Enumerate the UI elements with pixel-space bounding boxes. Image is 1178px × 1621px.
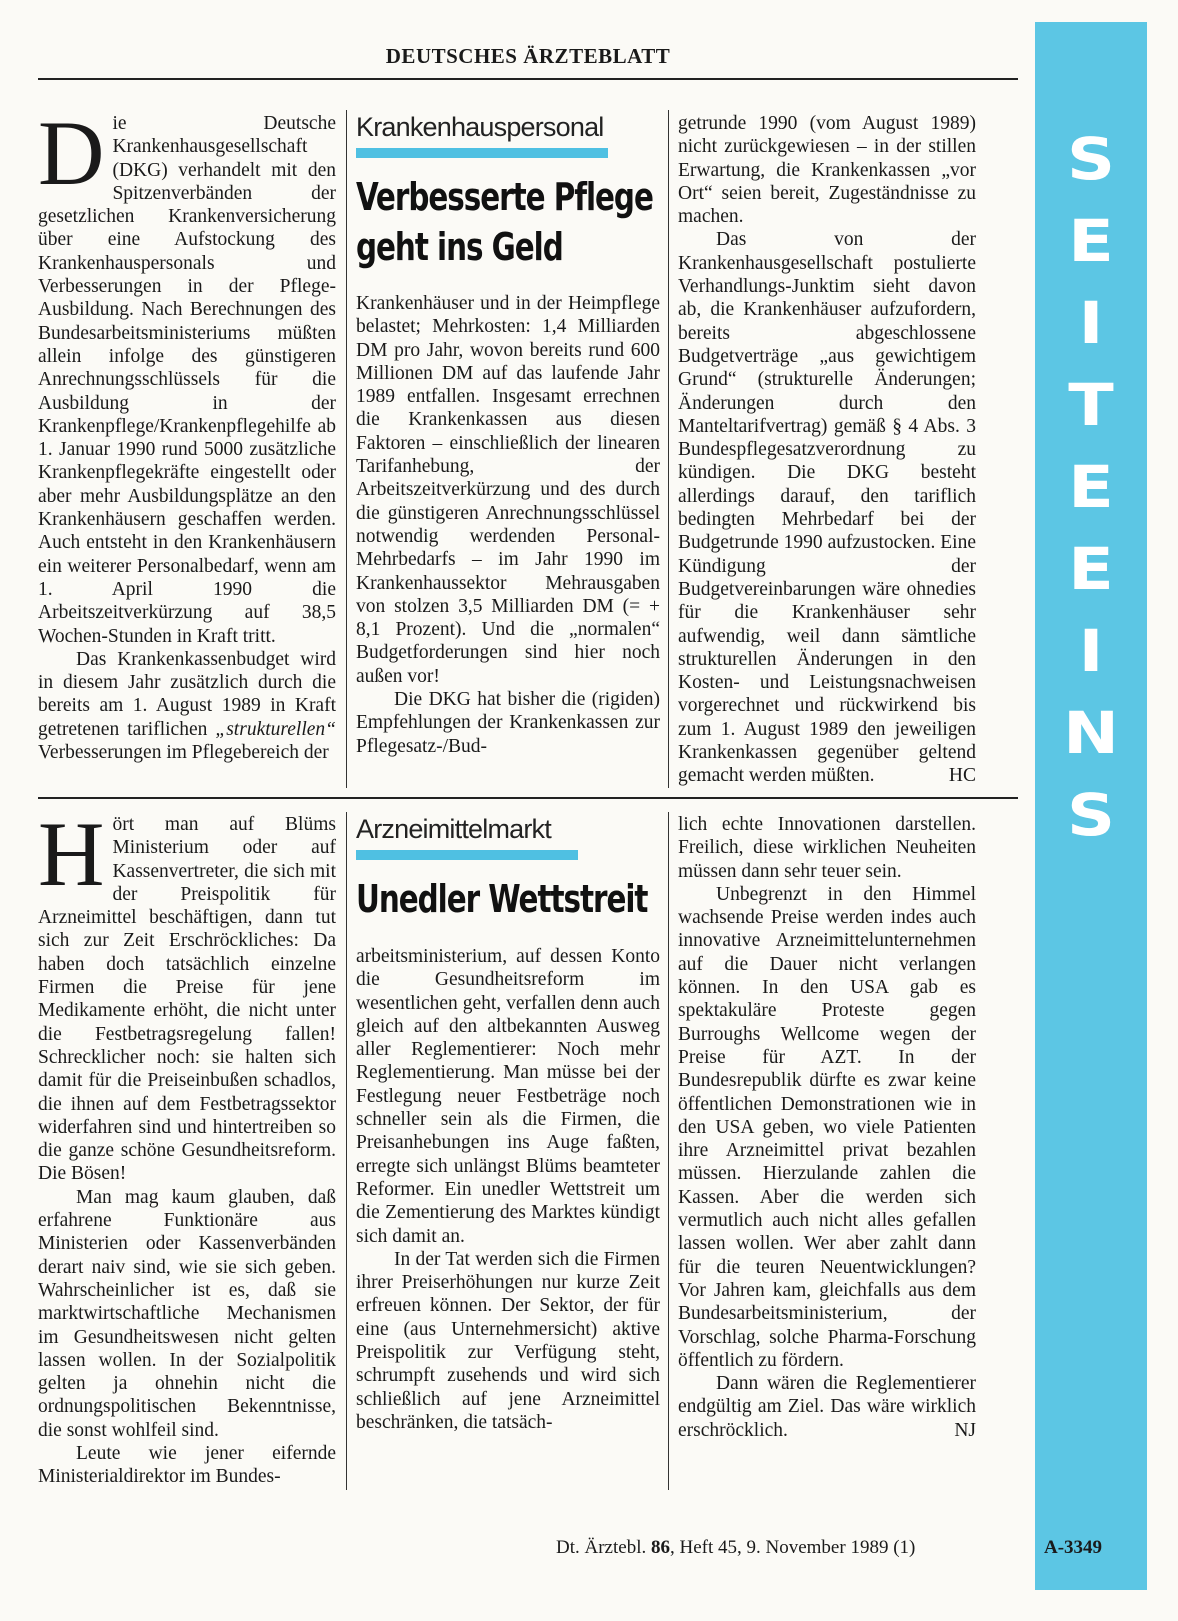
column-divider — [346, 812, 347, 1490]
column-divider — [346, 110, 347, 788]
article1-col3-paragraph2: Das von der Krankenhausgesellschaft postulierte Verhandlungs-Junktim sieht davon ab, die Krankenhäuser aufzufordern, bereits abgeschlossene Budgetverträge „aus gewichtigem Grund“ (strukturelle Änderungen; Änderungen durch den Manteltarifvertrag) gemäß § 4 Abs. 3 Bundespflegesatzverordnung zu kündigen. Die DKG besteht allerdings darauf, den tariflich bedingten Mehrbedarf bei der Budgetrunde 1990 aufzustocken. Eine Kündigung der Budgetvereinbarungen wäre ohnedies für die Krankenhäuser sehr aufwendig, weil dann sämtliche strukturellen Änderungen in den Kosten- und Leistungsnachweisen vorgerechnet und rückwirkend bis zum 1. August 1989 den jeweiligen Krankenkassen gegenüber geltend gemacht werden müßten. — [678, 229, 976, 787]
article2-column1 — [38, 803, 336, 1489]
article2-kicker-bar — [356, 850, 578, 860]
sidebar-letter: S — [1066, 125, 1116, 193]
article2-col3-paragraph3: Dann wären die Reglementierer endgültig am Ziel. Das wäre wirklich erschröcklich. — [678, 1373, 976, 1441]
article2-col1-paragraph3: Leute wie jener eifernde Ministerialdirektor im Bundes- — [38, 1443, 336, 1488]
article1-column3 — [678, 112, 976, 788]
masthead-rule — [38, 78, 1018, 80]
article2-dropcap: H — [38, 803, 105, 905]
column-divider — [668, 812, 669, 1490]
article1-col1-paragraph1: ie Deutsche Krankenhausgesellschaft (DKG) verhandelt mit den Spitzenverbänden der gesetzlichen Krankenversicherung über eine Aufstockung des Krankenhauspersonals und Verbesserungen in der Pflege-Ausbildung. Nach Berechnungen des Bundesarbeitsministeriums müßten allein infolge des günstigeren Anrechnungsschlüssels für die Ausbildung in der Krankenpflege/Krankenpflegehilfe ab 1. Januar 1990 rund 5000 zusätzliche Krankenpflegekräfte eingestellt oder aber mehr Ausbildungsplätze an den Krankenhäusern geschaffen werden. Auch entsteht in den Krankenhäusern ein weiterer Personalbedarf, wenn am 1. April 1990 die Arbeitszeitverkürzung auf 38,5 Wochen-Stunden in Kraft tritt. — [38, 113, 336, 647]
column-divider — [668, 110, 669, 788]
sidebar-letter: S — [1066, 781, 1116, 849]
sidebar-title — [1035, 125, 1147, 868]
footer-journal: Dt. Ärztebl. — [556, 1537, 647, 1558]
article1-signature: HC — [948, 765, 976, 787]
article1-col1-paragraph2b: Verbesserungen im Pflegebereich der — [38, 742, 329, 764]
sidebar-letter: E — [1068, 453, 1114, 521]
article2-col2-paragraph2: In der Tat werden sich die Firmen ihrer Preiserhöhungen nur kurze Zeit erfreuen können. Der Sektor, der für eine (aus Unternehmersicht) aktive Preispolitik zur Verfügung steht, schrumpft zusehends und wird sich schließlich auf jene Arzneimittel beschränken, die tatsäch- — [356, 1248, 660, 1433]
sidebar-letter: I — [1078, 617, 1104, 685]
sidebar-letter: T — [1068, 371, 1114, 439]
article2-column3 — [678, 813, 976, 1442]
article2-heading — [356, 814, 660, 924]
article1-column1 — [38, 102, 336, 764]
article2-column2 — [356, 945, 660, 1434]
article2-signature: NJ — [954, 1419, 976, 1441]
article1-dropcap: D — [38, 102, 105, 204]
article2-col1-paragraph1: ört man auf Blüms Ministerium oder auf Kassenvertreter, die sich mit der Preispolitik für Arzneimittel beschäftigen, dann tut sich zur Zeit Erschröckliches: Da haben doch tatsächlich einzelne Firmen die Preise für jene Medikamente erhöht, die nicht unter die Festbetragsregelung fallen! Schrecklicher noch: sie halten sich damit für die Preiseinbußen schadlos, die ihnen auf dem Festbetragssektor widerfahren sind und hintertreiben so die ganze schöne Gesundheitsreform. Die Bösen! — [38, 814, 336, 1185]
article1-kicker-bar — [356, 148, 608, 158]
article2-kicker: Arzneimittelmarkt — [356, 814, 551, 844]
article2-headline: Unedler Wettstreit — [356, 877, 648, 921]
article1-col1-paragraph2a: Das Krankenkassenbudget wird in diesem Jahr zusätzlich durch die bereits am 1. August 1989 in Kraft getretenen tariflichen — [38, 648, 336, 740]
article1-column2 — [356, 292, 660, 758]
footer-issue: , Heft 45, 9. November 1989 (1) — [669, 1537, 916, 1558]
masthead: DEUTSCHES ÄRZTEBLATT — [385, 44, 671, 68]
footer-citation — [556, 1537, 915, 1559]
sidebar-letter: E — [1068, 535, 1114, 603]
page-number: A-3349 — [1044, 1537, 1103, 1558]
article2-col2-paragraph1: arbeitsministerium, auf dessen Konto die Gesundheitsreform im wesentlichen geht, verfallen denn auch gleich auf den altbekannten Ausweg aller Reglementierer: Noch mehr Reglementierung. Man müsse bei der Festlegung neuer Festbeträge noch schneller sein als die Firmen, die Preisanhebungen ins Auge faßten, erregte sich unlängst Blüms beamteter Reformer. Ein unedler Wettstreit um die Zementierung des Marktes kündigt sich damit an. — [356, 946, 660, 1247]
article1-headline-line1: Verbesserte Pflege — [356, 175, 653, 219]
section-rule — [38, 797, 1018, 799]
article1-col2-paragraph2: Die DKG hat bisher die (rigiden) Empfehlungen der Krankenkassen zur Pflegesatz-/Bud- — [356, 689, 660, 757]
article1-col2-paragraph1: Krankenhäuser und in der Heimpflege belastet; Mehrkosten: 1,4 Milliarden DM pro Jahr, wovon bereits rund 600 Millionen DM auf das laufende Jahr 1989 entfallen. Insgesamt errechnen die Krankenkassen aus diesen Faktoren – einschließlich der linearen Tarifanhebung, der Arbeitszeitverkürzung und des durch die günstigeren Anrechnungsschlüssel notwendig werdenden Personal-Mehrbedarfs – im Jahr 1990 im Krankenhaussektor Mehrausgaben von stolzen 3,5 Milliarden DM (= + 8,1 Prozent). Und die „normalen“ Budgetforderungen sind hier noch außen vor! — [356, 293, 660, 687]
article1-heading — [356, 112, 660, 272]
article1-col1-emphasis: „strukturellen“ — [215, 718, 336, 740]
sidebar-letter: N — [1063, 699, 1119, 767]
article1-headline-line2: geht ins Geld — [356, 225, 563, 269]
footer-volume: 86 — [650, 1537, 670, 1558]
sidebar-letter: I — [1078, 289, 1104, 357]
article2-col3-paragraph2: Unbegrenzt in den Himmel wachsende Preise werden indes auch innovative Arzneimittelunternehmen auf die Dauer nicht verlangen können. In den USA gab es spektakuläre Proteste gegen Burroughs Wellcome wegen der Preise für AZT. In der Bundesrepublik dürfte es zwar keine öffentlichen Demonstrationen wie in den USA geben, wo viele Patienten ihre Arzneimittel privat bezahlen müssen. Hierzulande zahlen die Kassen. Aber die werden sich vermutlich auch nicht alles gefallen lassen wollen. Wer aber zahlt dann für die teuren Neuentwicklungen? Vor Jahren kam, gleichfalls aus dem Bundesarbeitsministerium, der Vorschlag, solche Pharma-Forschung öffentlich zu fördern. — [678, 883, 976, 1371]
article1-kicker: Krankenhauspersonal — [356, 112, 604, 142]
article2-col3-paragraph1: lich echte Innovationen darstellen. Freilich, diese wirklichen Neuheiten müssen dann sehr teuer sein. — [678, 814, 976, 882]
sidebar-letter: E — [1068, 207, 1114, 275]
article2-col1-paragraph2: Man mag kaum glauben, daß erfahrene Funktionäre aus Ministerien oder Kassenverbänden derart naiv sind, wie sie sich geben. Wahrscheinlicher ist es, daß sie marktwirtschaftliche Mechanismen im Gesundheitswesen nicht gelten lassen wollen. In der Sozialpolitik gelten ja ohnehin nicht die ordnungspolitischen Bekenntnisse, die sonst wohlfeil sind. — [38, 1186, 336, 1441]
article1-col3-paragraph1: getrunde 1990 (vom August 1989) nicht zurückgewiesen – in der stillen Erwartung, die Krankenkassen „vor Ort“ seien bereit, Zugeständnisse zu machen. — [678, 113, 976, 228]
seite-eins-sidebar — [1035, 22, 1147, 1590]
